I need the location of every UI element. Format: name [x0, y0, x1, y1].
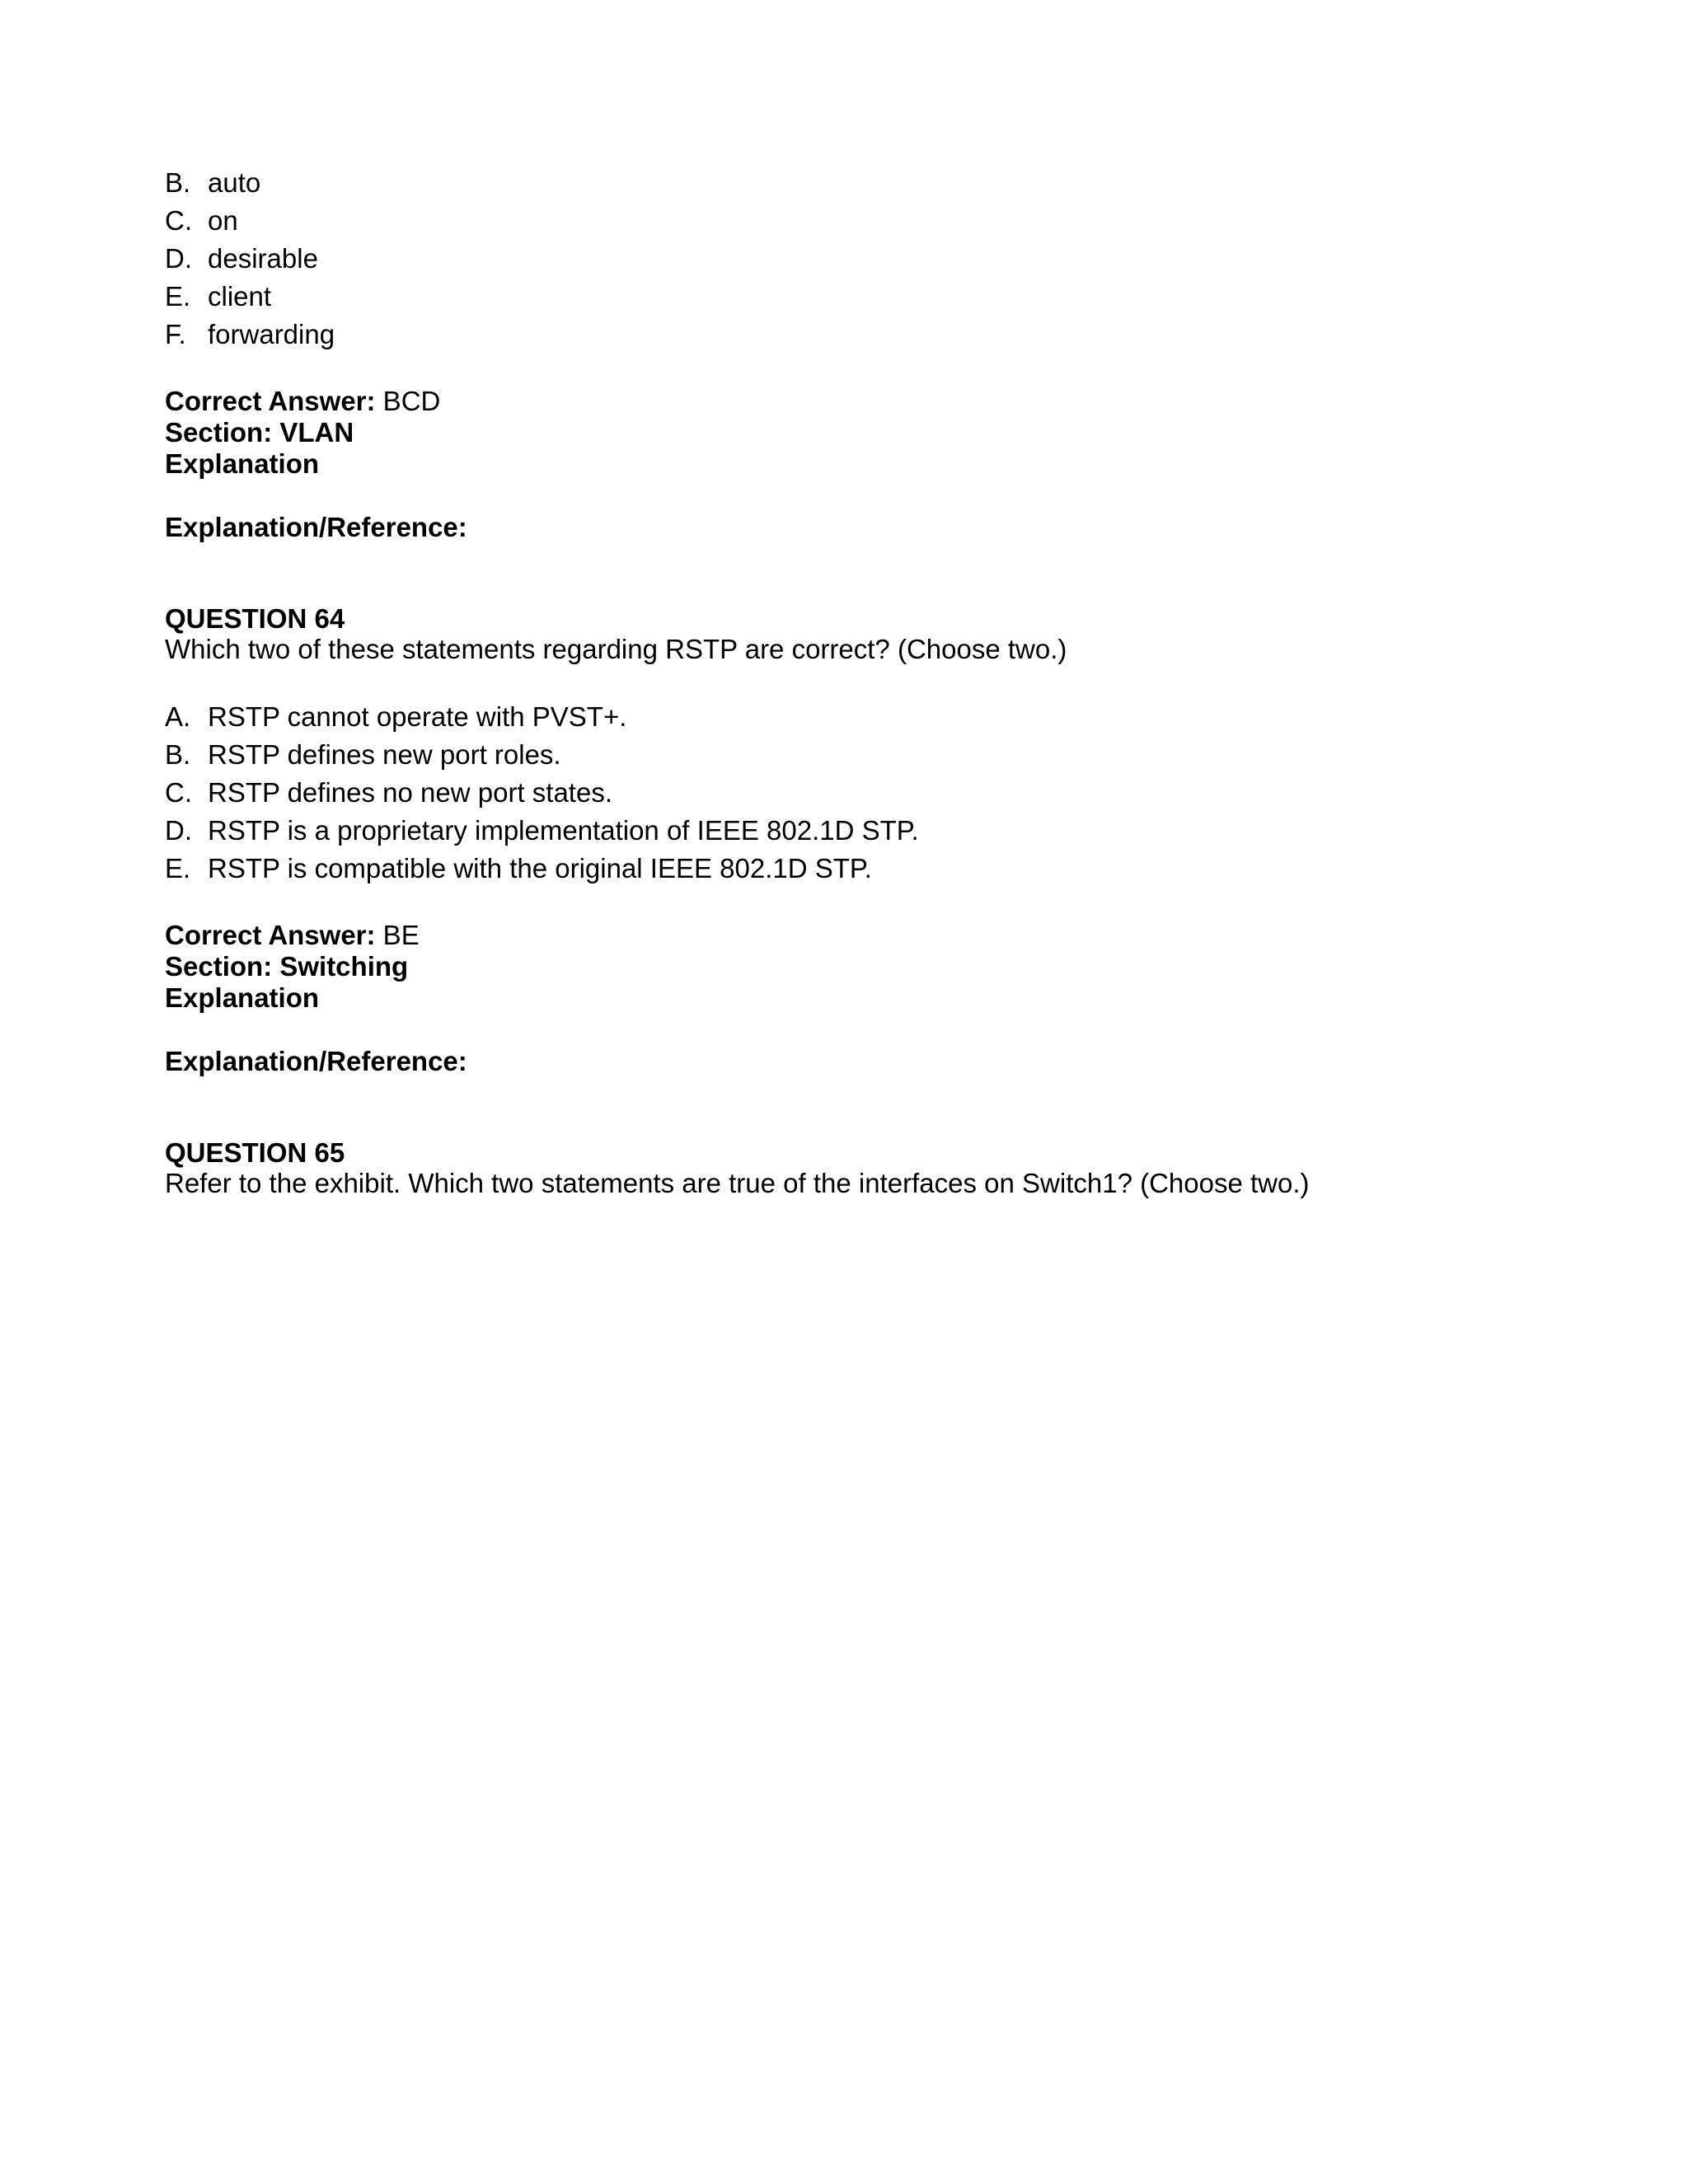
- option-letter: B.: [165, 739, 191, 770]
- option-text: on: [208, 205, 238, 236]
- option-d: [165, 242, 318, 275]
- option-text: RSTP defines no new port states.: [208, 777, 612, 808]
- section-label: Section: VLAN: [165, 417, 354, 448]
- option-f: [165, 318, 335, 351]
- option-letter: E.: [165, 853, 191, 883]
- option-letter: D.: [165, 815, 192, 846]
- option-letter: F.: [165, 319, 186, 349]
- option-text: RSTP is a proprietary implementation of IEEE 802.1D STP.: [208, 815, 919, 846]
- option-c: [165, 776, 612, 809]
- option-text: RSTP defines new port roles.: [208, 739, 561, 770]
- question-title: QUESTION 64: [165, 603, 345, 634]
- correct-answer: [165, 919, 420, 952]
- correct-answer-label: Correct Answer:: [165, 920, 376, 950]
- correct-answer: [165, 385, 440, 418]
- option-e: [165, 852, 872, 885]
- question-prompt: Which two of these statements regarding RSTP are correct? (Choose two.): [165, 634, 1067, 664]
- option-letter: E.: [165, 281, 191, 312]
- option-text: client: [208, 281, 272, 312]
- question-title: QUESTION 65: [165, 1137, 345, 1168]
- option-letter: D.: [165, 243, 192, 274]
- option-a: [165, 701, 626, 733]
- option-b: [165, 738, 561, 771]
- option-letter: B.: [165, 167, 191, 198]
- option-letter: C.: [165, 205, 192, 236]
- section-label: Section: Switching: [165, 951, 409, 982]
- option-letter: C.: [165, 777, 192, 808]
- explanation-heading: Explanation: [165, 982, 320, 1013]
- option-b: [165, 166, 260, 199]
- correct-answer-value: BE: [375, 920, 420, 950]
- explanation-reference-heading: Explanation/Reference:: [165, 1046, 467, 1076]
- option-text: forwarding: [208, 319, 335, 349]
- correct-answer-value: BCD: [375, 386, 441, 416]
- option-d: [165, 814, 919, 847]
- option-c: [165, 204, 238, 237]
- option-text: RSTP is compatible with the original IEEE 802.1D STP.: [208, 853, 872, 883]
- option-text: auto: [208, 167, 261, 198]
- explanation-reference-heading: Explanation/Reference:: [165, 512, 467, 542]
- question-prompt: Refer to the exhibit. Which two statements are true of the interfaces on Switch1? (Choose two.): [165, 1168, 1310, 1198]
- option-text: desirable: [208, 243, 318, 274]
- explanation-heading: Explanation: [165, 448, 320, 479]
- option-letter: A.: [165, 701, 191, 732]
- option-text: RSTP cannot operate with PVST+.: [208, 701, 627, 732]
- correct-answer-label: Correct Answer:: [165, 386, 376, 416]
- option-e: [165, 280, 271, 313]
